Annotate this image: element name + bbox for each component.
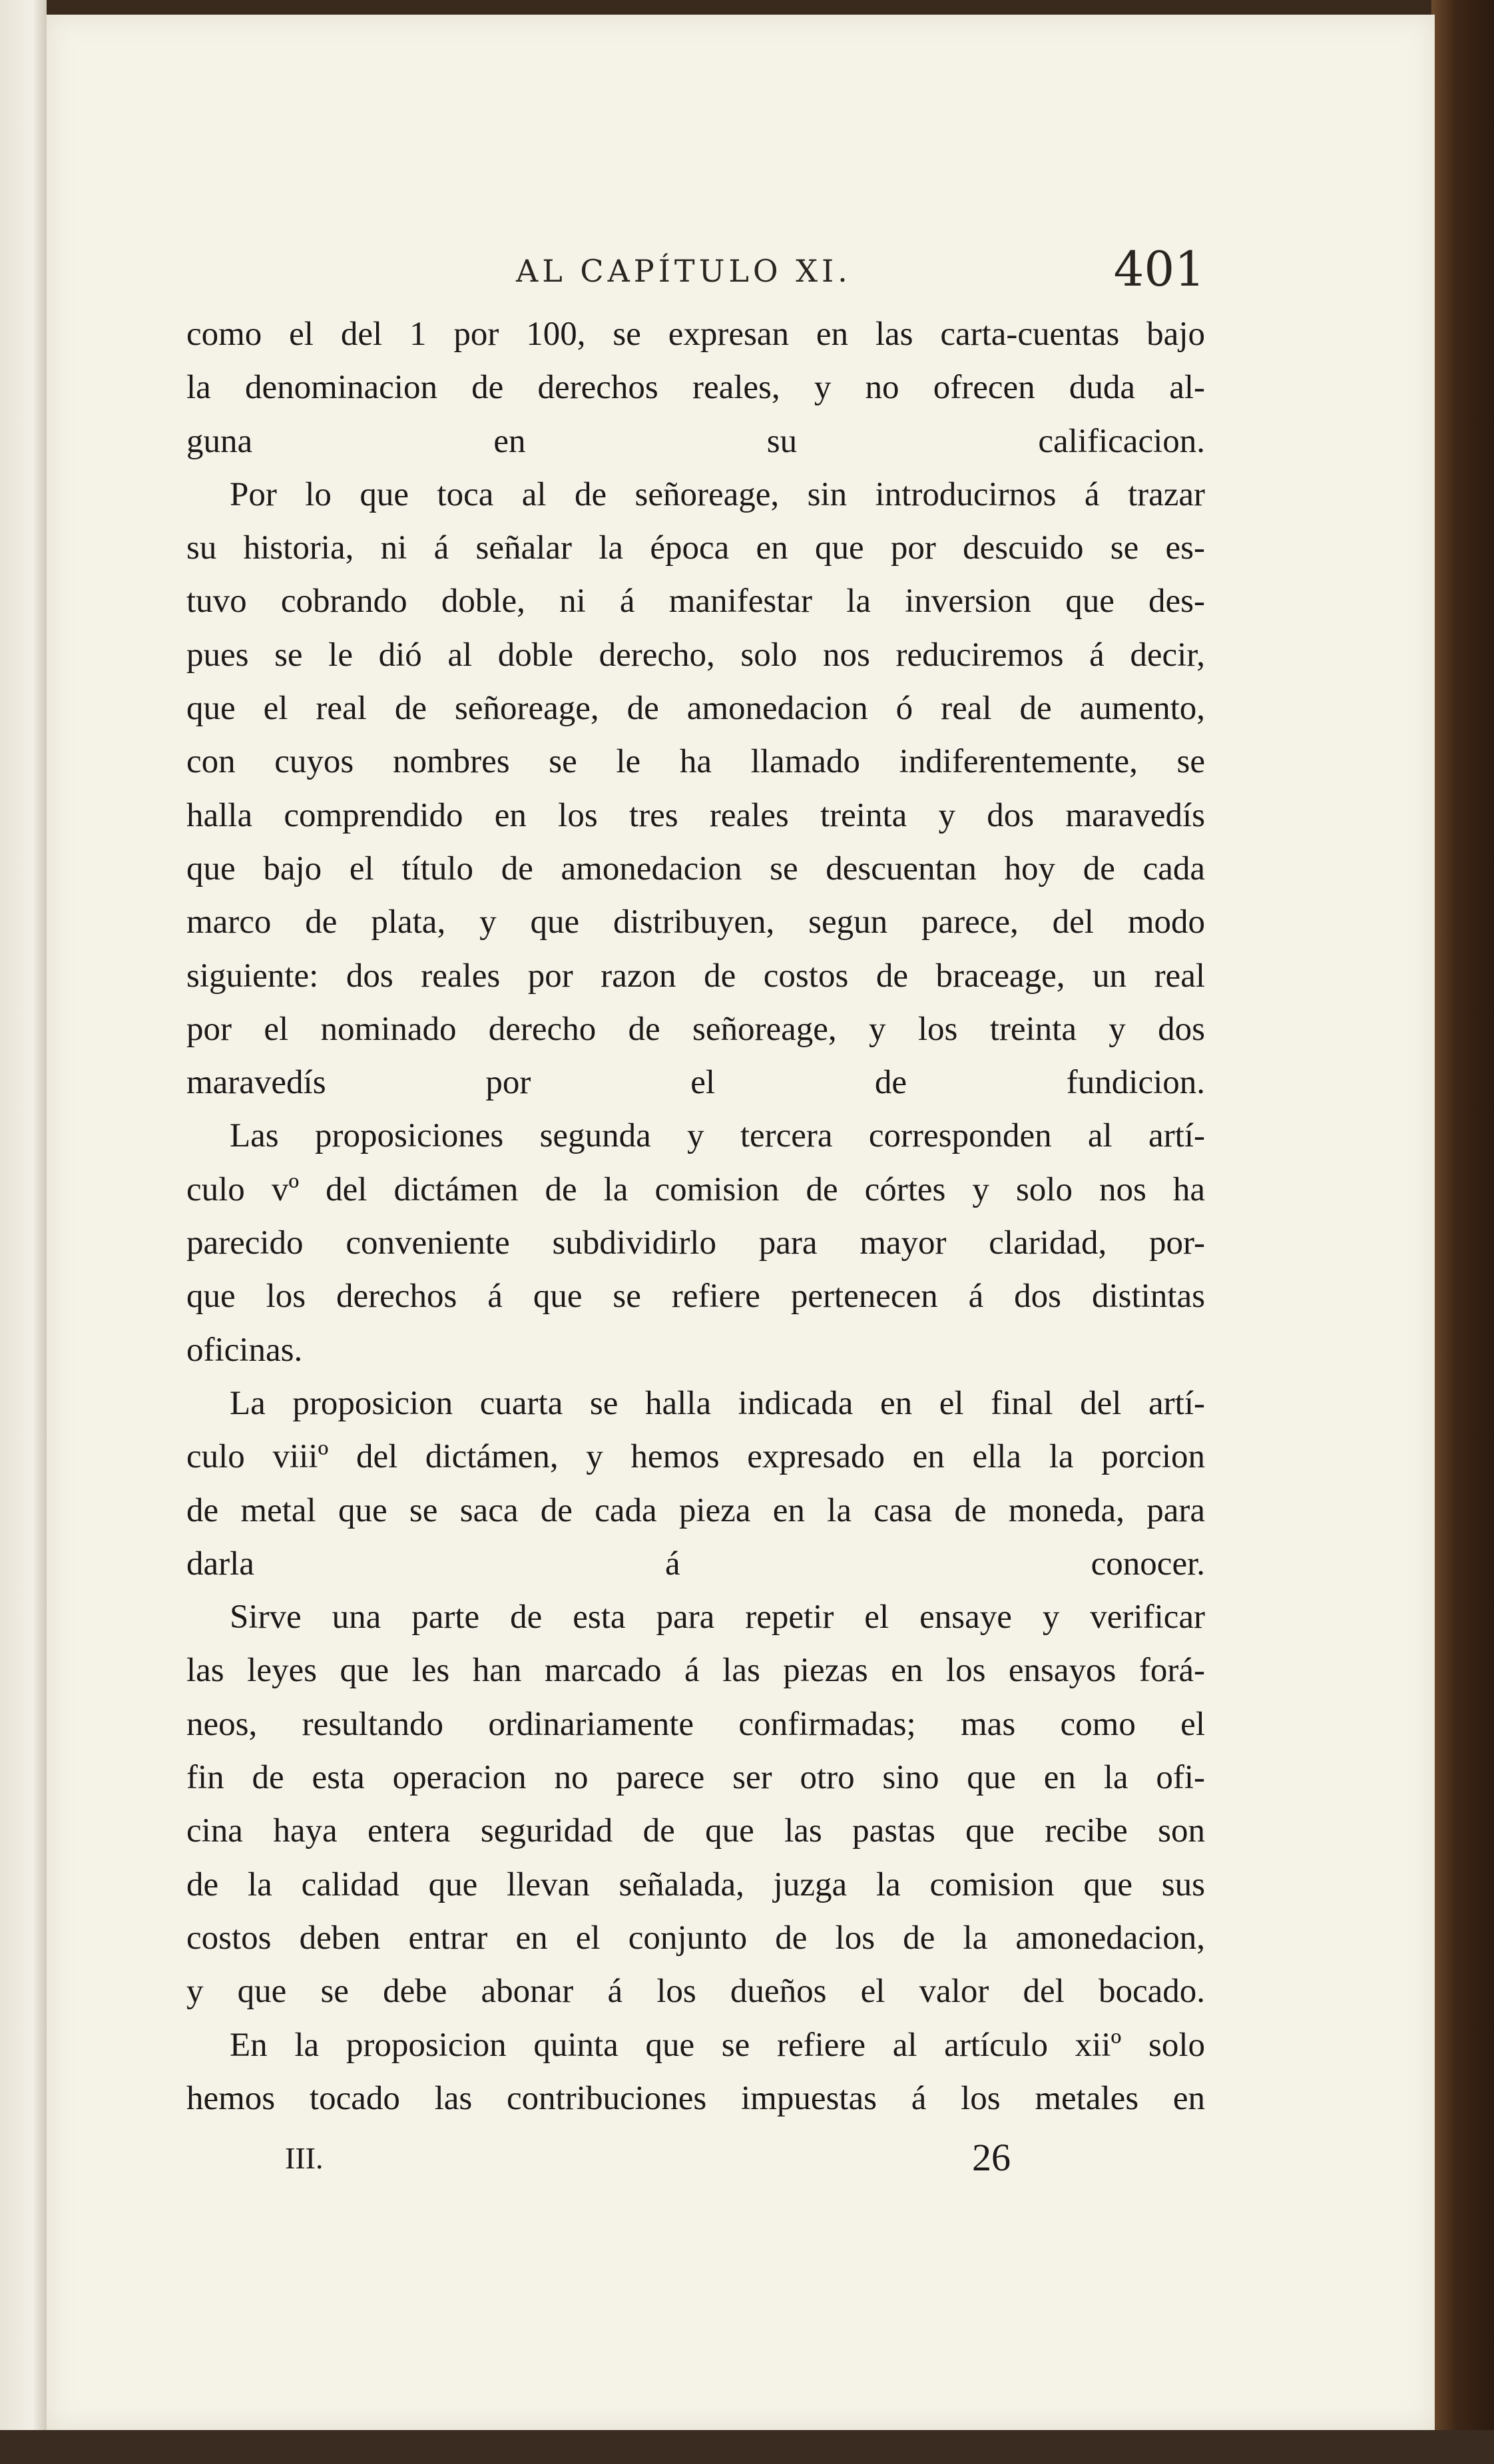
text-line: la denominacion de derechos reales, y no ofrecen duda al- — [186, 369, 1205, 407]
volume-number: III. — [285, 2141, 324, 2175]
text-line: su historia, ni á señalar la época en que por descuido se es- — [186, 529, 1205, 567]
text-line: fin de esta operacion no parece ser otro sino que en la ofi- — [186, 1759, 1205, 1797]
text-line: y que se debe abonar á los dueños el valor del bocado. — [186, 1973, 1205, 2011]
bottom-edge — [0, 2430, 1494, 2464]
left-page-edge — [0, 0, 47, 2464]
paragraph — [186, 308, 1205, 468]
page-footer — [47, 2135, 1435, 2188]
book-page — [47, 15, 1435, 2430]
paragraph — [186, 1377, 1205, 1591]
text-line: Sirve una parte de esta para repetir el ensaye y verificar — [230, 1599, 1205, 1636]
body-text — [186, 308, 1205, 2125]
text-line: costos deben entrar en el conjunto de los de la amonedacion, — [186, 1919, 1205, 1957]
text-line: neos, resultando ordinariamente confirmadas; mas como el — [186, 1705, 1205, 1743]
text-line: culo vº del dictámen de la comision de córtes y solo nos ha — [186, 1170, 1205, 1208]
text-line: Por lo que toca al de señoreage, sin introducirnos á trazar — [230, 475, 1205, 513]
paragraph — [186, 1109, 1205, 1376]
text-line: tuvo cobrando doble, ni á manifestar la inversion que des- — [186, 583, 1205, 620]
text-line: Las proposiciones segunda y tercera corresponden al artí- — [230, 1117, 1205, 1155]
text-line: marco de plata, y que distribuyen, segun parece, del modo — [186, 903, 1205, 941]
text-line: pues se le dió al doble derecho, solo nos reduciremos á decir, — [186, 636, 1205, 674]
signature-mark: 26 — [972, 2136, 1011, 2179]
text-line: culo viiiº del dictámen, y hemos expresado en ella la porcion — [186, 1438, 1205, 1476]
text-line: En la proposicion quinta que se refiere al artículo xiiº solo — [230, 2026, 1205, 2064]
paragraph — [186, 468, 1205, 1110]
text-line: las leyes que les han marcado á las piezas en los ensayos forá- — [186, 1652, 1205, 1690]
running-header — [473, 228, 1205, 301]
text-line: halla comprendido en los tres reales treinta y dos maravedís — [186, 796, 1205, 834]
text-line: siguiente: dos reales por razon de costos de braceage, un real — [186, 957, 1205, 995]
text-line: La proposicion cuarta se halla indicada en el final del artí- — [230, 1384, 1205, 1422]
text-line: parecido conveniente subdividirlo para mayor claridad, por- — [186, 1224, 1205, 1262]
paragraph — [186, 1591, 1205, 2018]
text-line: por el nominado derecho de señoreage, y los treinta y dos — [186, 1010, 1205, 1048]
text-line: que bajo el título de amonedacion se descuentan hoy de cada — [186, 850, 1205, 887]
text-line: que los derechos á que se refiere pertenecen á dos distintas — [186, 1278, 1205, 1316]
text-line: con cuyos nombres se le ha llamado indiferentemente, se — [186, 743, 1205, 781]
text-line: de metal que se saca de cada pieza en la casa de moneda, para — [186, 1491, 1205, 1529]
text-line: que el real de señoreage, de amonedacion ó real de aumento, — [186, 690, 1205, 728]
text-line: como el del 1 por 100, se expresan en las carta-cuentas bajo — [186, 316, 1205, 353]
text-line: de la calidad que llevan señalada, juzga la comision que sus — [186, 1865, 1205, 1903]
text-line: darla á conocer. — [186, 1545, 1205, 1583]
paragraph — [186, 2019, 1205, 2126]
text-line: hemos tocado las contribuciones impuestas á los metales en — [186, 2079, 1205, 2117]
text-line: guna en su calificacion. — [186, 422, 1205, 460]
text-line: oficinas. — [186, 1331, 303, 1369]
book-spine — [1431, 0, 1494, 2464]
text-line: cina haya entera seguridad de que las pastas que recibe son — [186, 1812, 1205, 1850]
page-number: 401 — [1113, 241, 1205, 297]
running-title: AL CAPÍTULO XI. — [516, 253, 852, 289]
text-line: maravedís por el de fundicion. — [186, 1064, 1205, 1102]
